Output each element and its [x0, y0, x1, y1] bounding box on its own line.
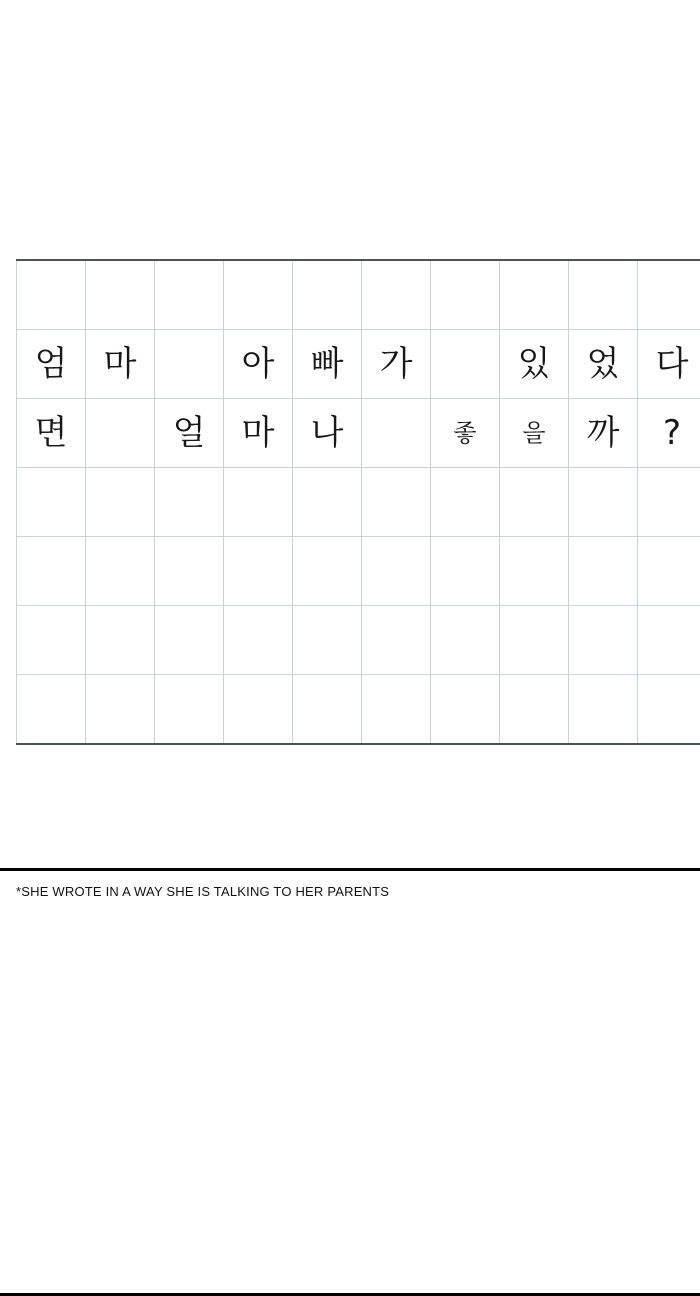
- grid-cell-empty: [638, 260, 700, 330]
- grid-cell-empty: [293, 468, 362, 537]
- grid-row: [17, 399, 700, 468]
- grid-cell-filled: 면: [17, 399, 86, 468]
- grid-cell-empty: [431, 468, 500, 537]
- grid-cell-empty: [362, 537, 431, 606]
- grid-cell-empty: [362, 675, 431, 745]
- grid-cell-empty: [362, 399, 431, 468]
- grid-cell-empty: [86, 468, 155, 537]
- grid-cell-empty: [155, 675, 224, 745]
- manuscript-grid-wrapper: [16, 259, 700, 745]
- grid-cell-empty: [362, 260, 431, 330]
- grid-cell-empty: [293, 537, 362, 606]
- grid-cell-empty: [224, 260, 293, 330]
- grid-cell-empty: [500, 537, 569, 606]
- grid-cell-filled: 있: [500, 330, 569, 399]
- grid-cell-empty: [155, 468, 224, 537]
- grid-cell-empty: [569, 606, 638, 675]
- grid-cell-empty: [86, 399, 155, 468]
- grid-cell-empty: [86, 675, 155, 745]
- grid-cell-filled: 빠: [293, 330, 362, 399]
- grid-cell-empty: [431, 330, 500, 399]
- grid-cell-empty: [86, 606, 155, 675]
- grid-row: [17, 468, 700, 537]
- grid-cell-empty: [362, 468, 431, 537]
- grid-cell-filled: 좋: [431, 399, 500, 468]
- grid-cell-empty: [638, 675, 700, 745]
- grid-cell-empty: [17, 606, 86, 675]
- grid-cell-empty: [155, 537, 224, 606]
- grid-cell-empty: [431, 260, 500, 330]
- grid-cell-empty: [638, 468, 700, 537]
- translator-note: *SHE WROTE IN A WAY SHE IS TALKING TO HER PARENTS: [16, 884, 390, 899]
- grid-cell-empty: [500, 675, 569, 745]
- grid-cell-empty: [86, 537, 155, 606]
- grid-cell-empty: [431, 537, 500, 606]
- grid-row: [17, 260, 700, 330]
- grid-cell-empty: [224, 537, 293, 606]
- grid-cell-empty: [569, 260, 638, 330]
- grid-cell-empty: [500, 468, 569, 537]
- grid-cell-filled: 다: [638, 330, 700, 399]
- grid-cell-filled: 엄: [17, 330, 86, 399]
- grid-cell-empty: [224, 468, 293, 537]
- grid-cell-filled: 었: [569, 330, 638, 399]
- grid-row: [17, 537, 700, 606]
- grid-cell-filled: ?: [638, 399, 700, 468]
- grid-body: [17, 260, 700, 744]
- grid-cell-filled: 가: [362, 330, 431, 399]
- grid-cell-empty: [362, 606, 431, 675]
- grid-row: [17, 606, 700, 675]
- grid-cell-empty: [224, 675, 293, 745]
- grid-row: [17, 675, 700, 745]
- grid-cell-filled: 아: [224, 330, 293, 399]
- grid-cell-filled: 마: [224, 399, 293, 468]
- grid-cell-empty: [224, 606, 293, 675]
- panel-bottom-divider: [0, 868, 700, 871]
- grid-cell-empty: [293, 675, 362, 745]
- grid-cell-empty: [17, 260, 86, 330]
- grid-cell-empty: [569, 537, 638, 606]
- grid-cell-filled: 나: [293, 399, 362, 468]
- grid-cell-empty: [569, 468, 638, 537]
- grid-cell-empty: [500, 606, 569, 675]
- grid-row: [17, 330, 700, 399]
- grid-cell-empty: [638, 537, 700, 606]
- grid-cell-empty: [155, 606, 224, 675]
- grid-cell-empty: [17, 468, 86, 537]
- grid-cell-empty: [431, 675, 500, 745]
- grid-cell-filled: 을: [500, 399, 569, 468]
- grid-cell-empty: [569, 675, 638, 745]
- grid-cell-empty: [155, 330, 224, 399]
- grid-cell-empty: [86, 260, 155, 330]
- grid-cell-filled: 마: [86, 330, 155, 399]
- grid-cell-empty: [155, 260, 224, 330]
- grid-cell-empty: [638, 606, 700, 675]
- grid-cell-filled: 까: [569, 399, 638, 468]
- grid-cell-empty: [293, 606, 362, 675]
- grid-cell-empty: [17, 675, 86, 745]
- grid-cell-empty: [500, 260, 569, 330]
- grid-cell-empty: [17, 537, 86, 606]
- grid-cell-empty: [431, 606, 500, 675]
- grid-cell-filled: 얼: [155, 399, 224, 468]
- grid-cell-empty: [293, 260, 362, 330]
- korean-manuscript-grid: [16, 259, 700, 745]
